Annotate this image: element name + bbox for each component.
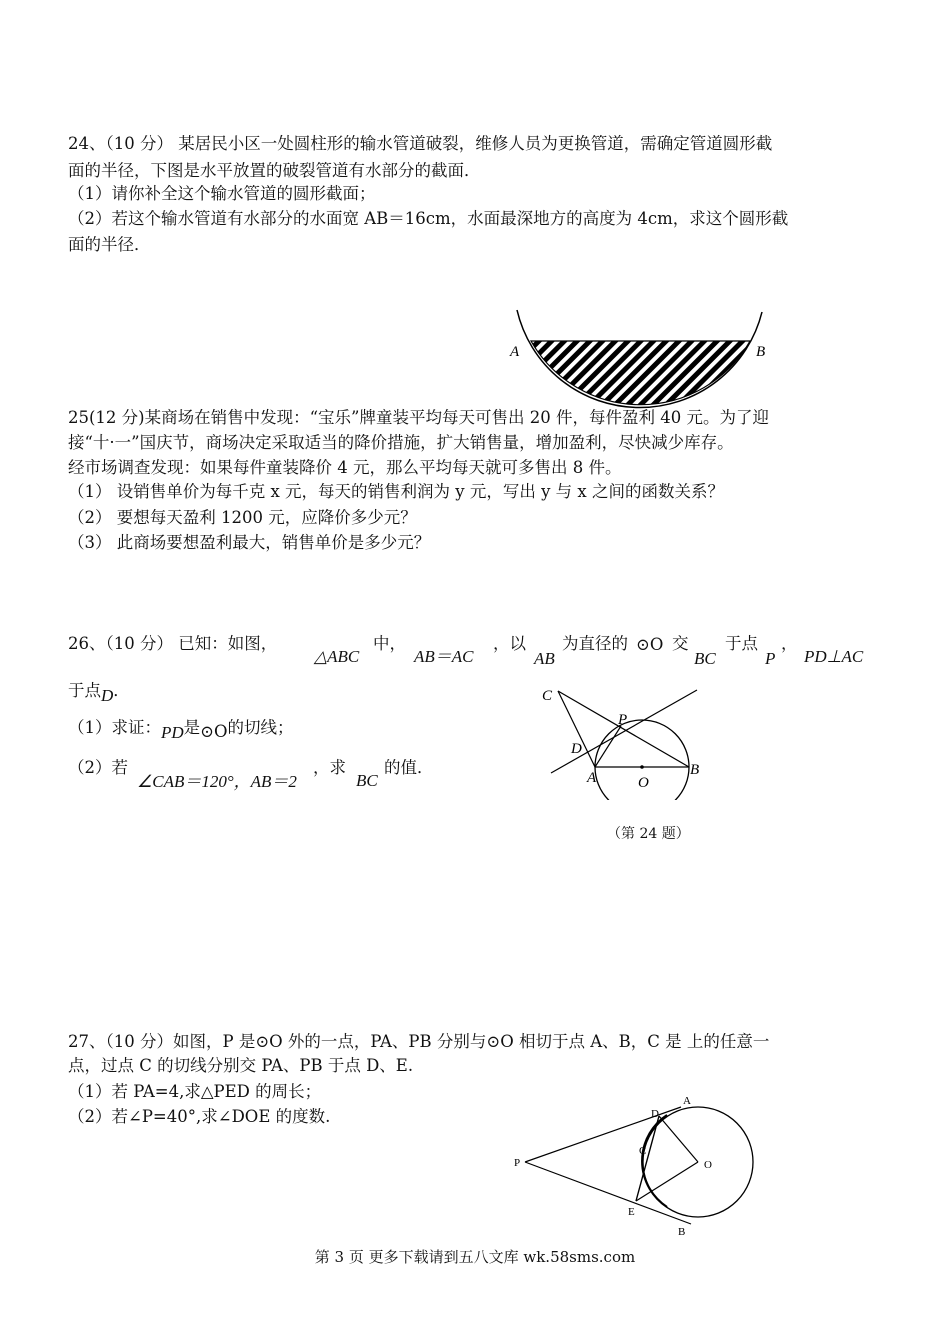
q26-label-b: B bbox=[690, 762, 700, 778]
q27-line-do bbox=[659, 1116, 698, 1162]
q26-figure bbox=[530, 680, 730, 800]
q26-s2-condition: ∠CAB＝120°，AB＝2 bbox=[137, 772, 297, 791]
q26-sub-2-prefix: （2）若 bbox=[68, 758, 128, 777]
q26-ab: AB bbox=[534, 649, 555, 668]
q26-s1-suffix: 的切线； bbox=[227, 718, 294, 737]
q26-s2-suffix: 的值． bbox=[384, 758, 434, 777]
q26-yudian-2: 于点 bbox=[68, 681, 101, 700]
q26-label-c: C bbox=[542, 688, 553, 704]
q26-p: P bbox=[765, 649, 776, 668]
q26-s1-shi: 是 bbox=[183, 718, 201, 737]
q27-tangent-pb bbox=[525, 1162, 691, 1224]
q26-bc: BC bbox=[694, 649, 716, 668]
q25-line-2: 接“十·一”国庆节，商场决定采取适当的降价措施，扩大销售量，增加盈利，尽快减少库存。 bbox=[68, 433, 734, 452]
q24-line-5: 面的半径． bbox=[68, 235, 151, 254]
q27-line-1: 27、（10 分）如图，P 是⊙O 外的一点，PA、PB 分别与⊙O 相切于点 A、B，C 是 上的任意一 bbox=[68, 1032, 770, 1051]
q26-yi: ，以 bbox=[493, 634, 526, 653]
water-region bbox=[531, 341, 750, 405]
q24-line-4: （2）若这个输水管道有水部分的水面宽 AB＝16cm，水面最深地方的高度为 4cm，求这个圆形截 bbox=[68, 209, 789, 228]
pipe-cross-section-figure bbox=[500, 300, 780, 410]
q26-line-2 bbox=[68, 680, 130, 705]
q27-label-d: D bbox=[651, 1108, 659, 1120]
q26-jiao: 交 bbox=[672, 634, 689, 653]
q26-line-1: 26、（10 分） 已知：如图， bbox=[68, 634, 278, 653]
q27-label-a: A bbox=[683, 1095, 691, 1107]
q24-line-2: 面的半径，下图是水平放置的破裂管道有水部分的截面． bbox=[68, 161, 481, 180]
q26-label-d: D bbox=[571, 741, 582, 757]
q26-figure-caption: （第 24 题） bbox=[607, 826, 690, 842]
q25-line-4: （1） 设销售单价为每千克 x 元，每天的销售利润为 y 元，写出 y 与 x 之间的函数关系？ bbox=[68, 482, 724, 501]
q26-s1-pd: PD bbox=[161, 723, 184, 742]
q26-yudian: 于点 bbox=[725, 634, 758, 653]
q26-triangle: △ABC bbox=[314, 647, 360, 666]
q26-s2-qiu: ，求 bbox=[313, 758, 346, 777]
q25-line-6: （3） 此商场要想盈利最大，销售单价是多少元？ bbox=[68, 533, 431, 552]
page-footer: 第 3 页 更多下载请到五八文库 wk.58sms.com bbox=[314, 1248, 636, 1266]
q27-label-p: P bbox=[514, 1157, 521, 1169]
q27-label-e: E bbox=[628, 1206, 635, 1218]
q25-line-1: 25(12 分)某商场在销售中发现：“宝乐”牌童装平均每天可售出 20 件，每件盈利 40 元。为了迎 bbox=[68, 408, 769, 427]
q27-line-3: （1）若 PA=4,求△PED 的周长； bbox=[68, 1082, 322, 1101]
q26-label-a: A bbox=[587, 770, 597, 786]
q26-s1-prefix: （1）求证： bbox=[68, 718, 161, 737]
q25-line-5: （2） 要想每天盈利 1200 元，应降价多少元？ bbox=[68, 508, 417, 527]
q26-pd-perp-ac: PD⊥AC bbox=[804, 647, 864, 666]
q27-figure bbox=[505, 1088, 775, 1240]
q26-diameter: 为直径的 bbox=[562, 634, 628, 653]
q27-line-2: 点，过点 C 的切线分别交 PA、PB 于点 D、E. bbox=[68, 1056, 414, 1075]
q26-d: D bbox=[101, 686, 114, 705]
q24-line-1: 24、（10 分） 某居民小区一处圆柱形的输水管道破裂，维修人员为更换管道，需确定管道圆形截 bbox=[68, 134, 773, 153]
q26-sub-1 bbox=[68, 717, 294, 742]
q27-line-4: （2）若∠P=40°,求∠DOE 的度数. bbox=[68, 1107, 331, 1126]
q26-label-o: O bbox=[638, 775, 649, 791]
q26-circle-o: ⊙O bbox=[636, 635, 664, 654]
q27-label-o: O bbox=[704, 1159, 712, 1171]
q26-ab-eq-ac: AB＝AC bbox=[414, 647, 474, 666]
q27-label-b: B bbox=[678, 1226, 686, 1238]
q26-comma: ， bbox=[781, 634, 798, 653]
q26-line-ap bbox=[595, 726, 621, 767]
label-b: B bbox=[756, 344, 766, 360]
q26-s1-circle: ⊙O bbox=[200, 722, 228, 741]
q26-center-dot bbox=[640, 765, 644, 769]
q26-zhong: 中， bbox=[373, 634, 406, 653]
q26-line-pd bbox=[551, 690, 697, 773]
label-a: A bbox=[510, 344, 520, 360]
q25-line-3: 经市场调查发现：如果每件童装降价 4 元，那么平均每天就可多售出 8 件。 bbox=[68, 458, 622, 477]
q26-label-p: P bbox=[618, 712, 628, 728]
q27-label-c: C bbox=[639, 1145, 647, 1157]
q26-period: ． bbox=[113, 681, 130, 700]
q24-line-3: （1）请你补全这个输水管道的圆形截面； bbox=[68, 184, 376, 203]
q26-s2-bc: BC bbox=[356, 771, 378, 790]
